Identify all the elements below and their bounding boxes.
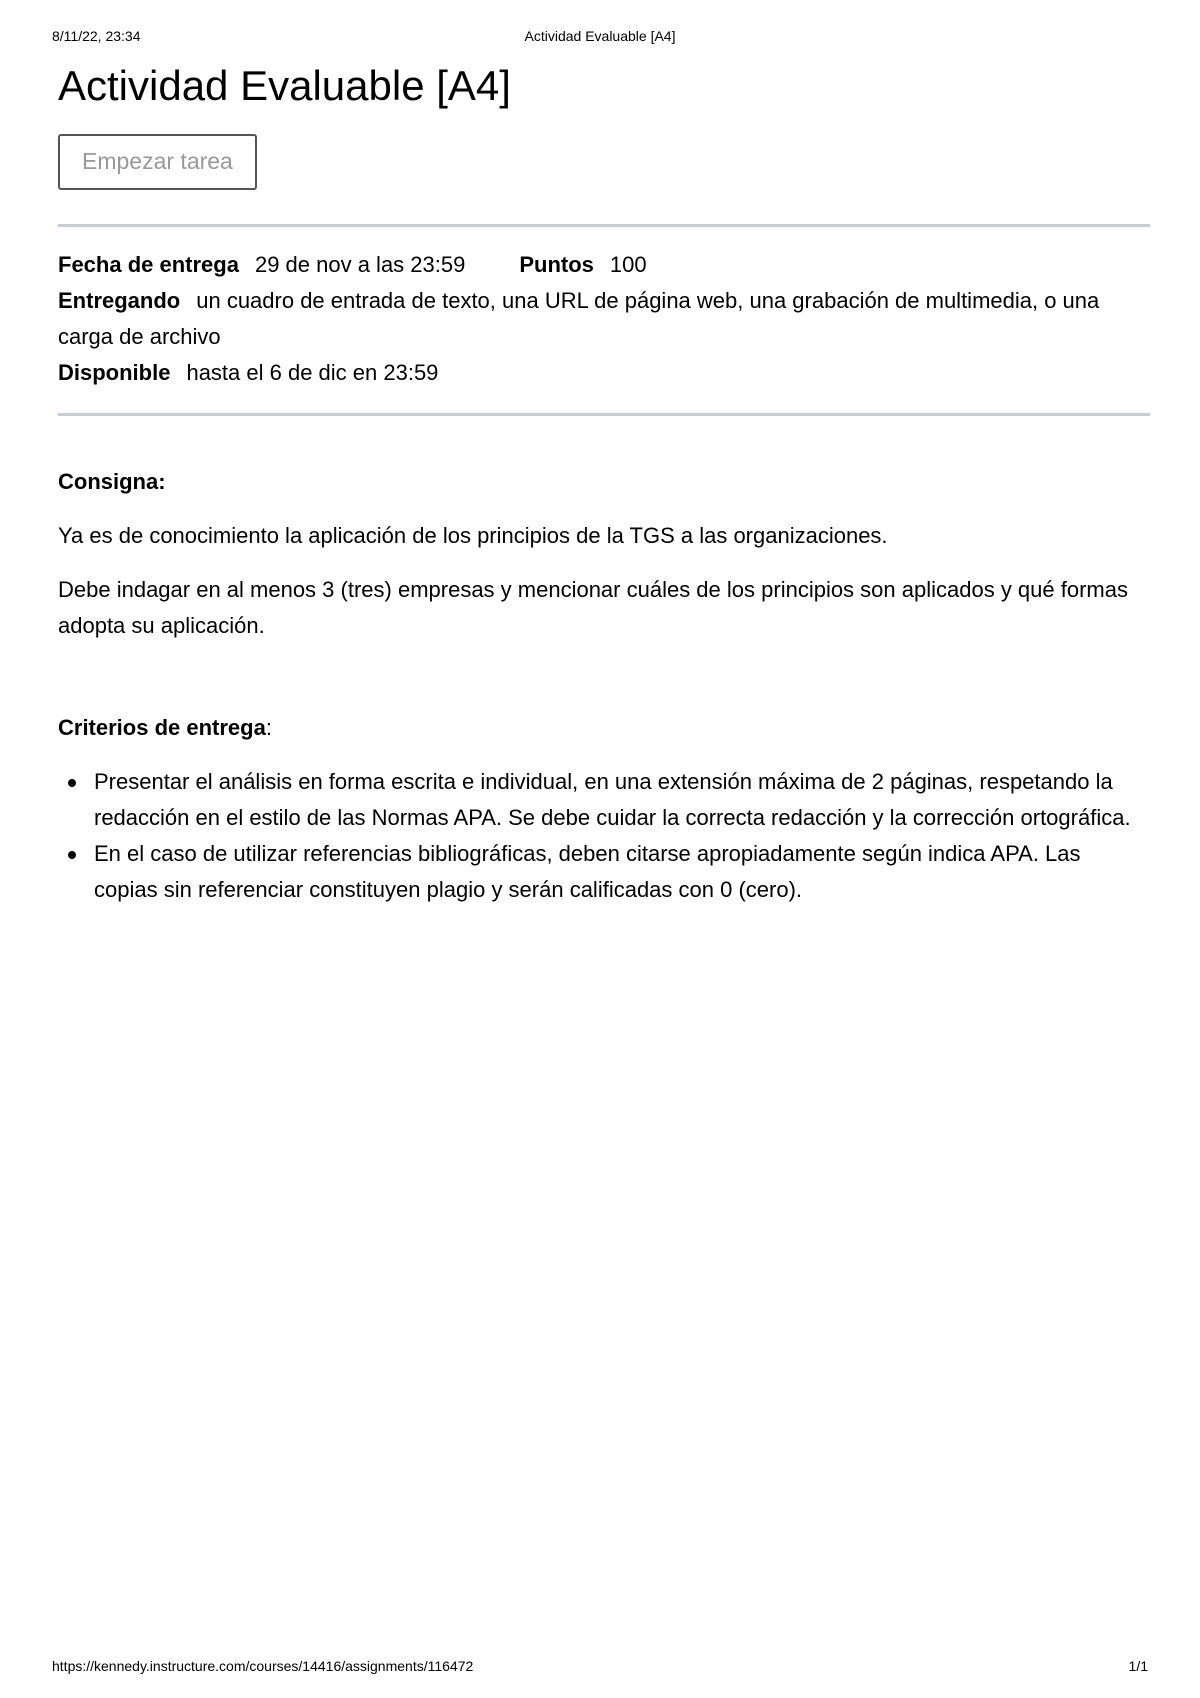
due-date-value: 29 de nov a las 23:59 — [254, 252, 466, 277]
assignment-description — [58, 464, 1150, 908]
print-url: https://kennedy.instructure.com/courses/14416/assignments/116472 — [52, 1658, 474, 1674]
print-document-title: Actividad Evaluable [A4] — [524, 28, 676, 44]
points-value: 100 — [609, 252, 647, 277]
criterios-heading-text: Criterios de entrega — [58, 715, 266, 740]
list-item — [94, 764, 1150, 836]
start-assignment-button[interactable]: Empezar tarea — [58, 134, 257, 190]
assignment-details — [58, 227, 1150, 413]
print-footer — [52, 1658, 1148, 1678]
page-title: Actividad Evaluable [A4] — [58, 62, 511, 109]
details-row-available — [58, 355, 1150, 391]
list-item — [94, 836, 1150, 908]
print-datetime: 8/11/22, 23:34 — [52, 28, 141, 44]
description-paragraph: Ya es de conocimiento la aplicación de los principios de la TGS a las organizaciones. — [58, 523, 888, 548]
criterio-text: Presentar el análisis en forma escrita e individual, en una extensión máxima de 2 páginas, respetando la redacción en el estilo de las Normas APA. Se debe cuidar la correcta redacción y la corrección ortográfica. — [94, 769, 1131, 830]
available-label: Disponible — [58, 360, 171, 385]
due-date-label: Fecha de entrega — [58, 252, 239, 277]
divider-bottom — [58, 413, 1150, 416]
bullet-icon — [68, 851, 76, 859]
available-value: hasta el 6 de dic en 23:59 — [186, 360, 439, 385]
criterio-text: En el caso de utilizar referencias bibliográficas, deben citarse apropiadamente según indica APA. Las copias sin referenciar constituyen plagio y serán calificadas con 0 (cero). — [94, 841, 1081, 902]
details-row-submitting — [58, 283, 1150, 355]
bullet-icon — [68, 779, 76, 787]
consigna-heading: Consigna: — [58, 469, 166, 494]
points-group — [519, 252, 646, 277]
description-paragraph: Debe indagar en al menos 3 (tres) empresas y mencionar cuáles de los principios son aplicados y qué formas adopta su aplicación. — [58, 577, 1128, 638]
submitting-value: un cuadro de entrada de texto, una URL de página web, una grabación de multimedia, o una carga de archivo — [58, 288, 1100, 349]
criterios-list — [58, 764, 1150, 908]
criterios-heading-colon: : — [265, 715, 272, 740]
points-label: Puntos — [519, 252, 594, 277]
print-header — [52, 28, 1148, 48]
criterios-heading — [58, 710, 1150, 746]
assignment-content — [58, 58, 1150, 908]
details-row-due — [58, 247, 1150, 283]
print-page-number: 1/1 — [1128, 1658, 1148, 1674]
submitting-label: Entregando — [58, 288, 181, 313]
